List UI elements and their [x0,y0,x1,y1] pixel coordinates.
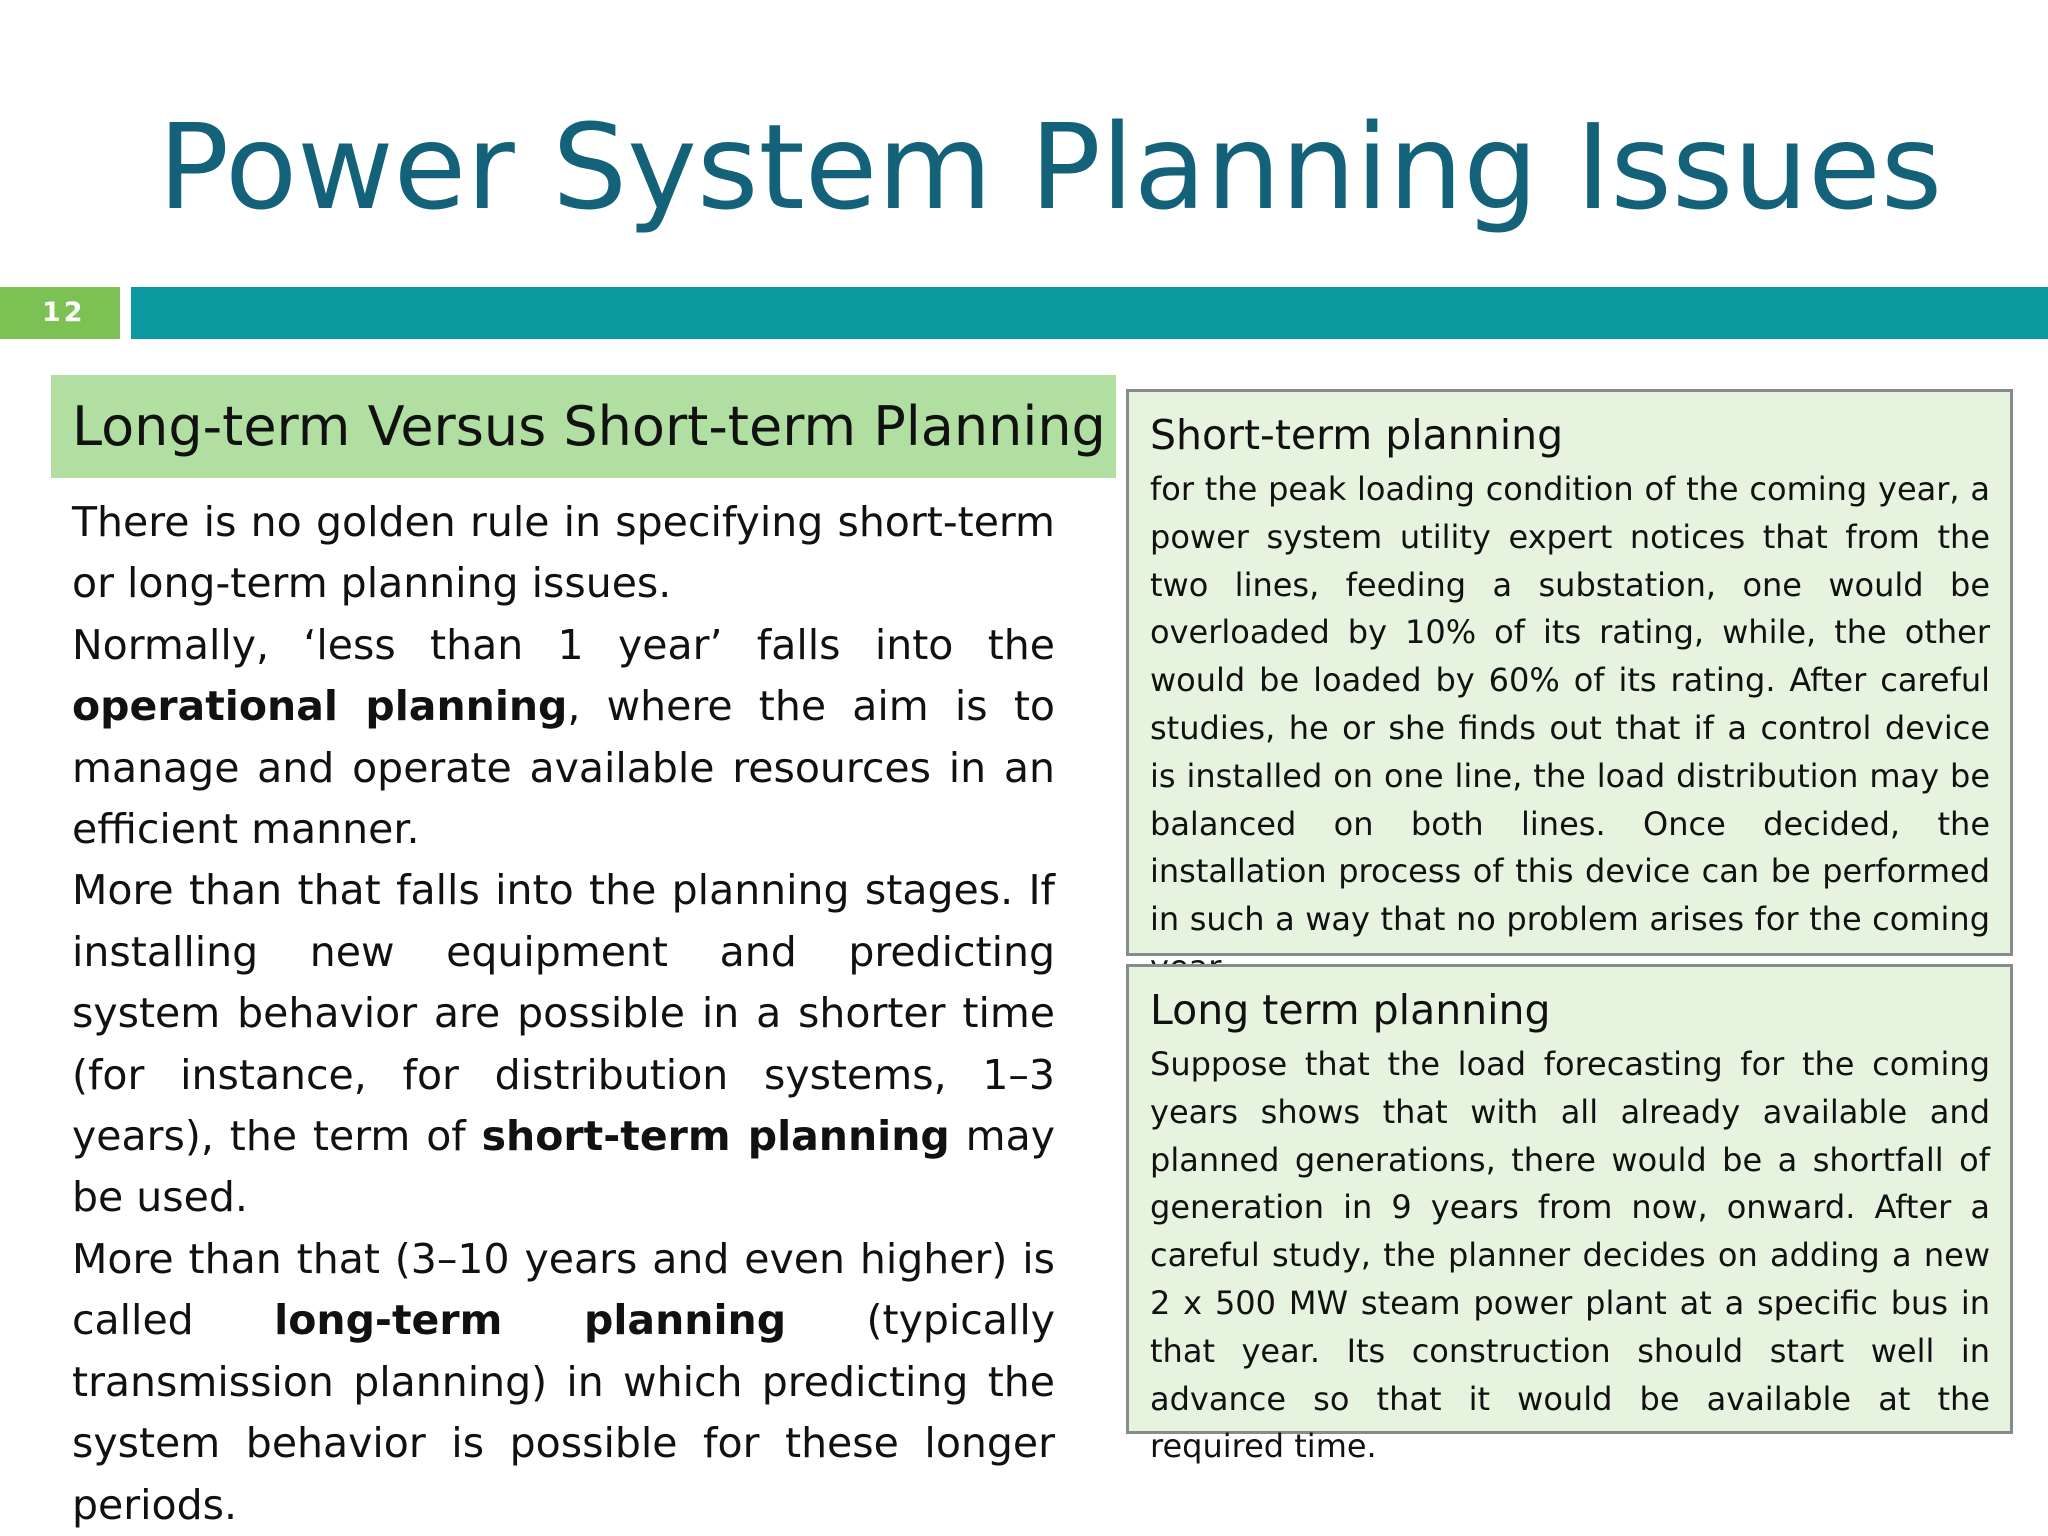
paragraph-short-term-planning [72,860,1055,1228]
term-short-term-planning: short-term planning [481,1112,950,1161]
text-run: may be used. [72,1112,1055,1222]
text-run: , where the aim is to manage and operate available resources in an efficient manner. [72,682,1055,854]
short-term-box-title: Short-term planning [1150,411,1564,459]
slide-title: Power System Planning Issues [158,98,1943,236]
slide-number: 12 [0,287,120,339]
paragraph-golden-rule: There is no golden rule in specifying short-term or long-term planning issues. [72,498,1055,608]
paragraph-long-term-planning [72,1229,1055,1536]
text-run: More than that falls into the planning stages. If installing new equipment and predicting system behavior are possible in a shorter time (for instance, for distribution systems, 1–3 years), the term of [72,866,1055,1161]
paragraph-operational-planning [72,615,1055,861]
short-term-example-box [1126,389,2013,956]
section-heading: Long-term Versus Short-term Planning [51,375,1116,478]
term-operational-planning: operational planning [72,682,568,731]
long-term-example-box [1126,964,2013,1466]
long-term-box-text: Suppose that the load forecasting for the coming years shows that with all already available and planned generations, there would be a shortfall of generation in 9 years from now, onward. After a careful study, the planner decides on adding a new 2 x 500 MW steam power plant at a specific bus in that year. Its construction should start well in advance so that it would be available at the required time. [1150,1045,1990,1466]
title-divider-band [131,287,2048,339]
text-run: Normally, ‘less than 1 year’ falls into the [72,620,1055,669]
text-run: More than that (3–10 years and even higher) is called [72,1234,1055,1345]
term-long-term-planning: long-term planning [274,1296,787,1345]
text-run: (typically transmission planning) in which predicting the system behavior is possible for these longer periods. [72,1296,1055,1529]
long-term-box-title: Long term planning [1150,986,1551,1034]
main-body-text [72,492,1055,1536]
short-term-box-text: for the peak loading condition of the coming year, a power system utility expert notices that from the two lines, feeding a substation, one would be overloaded by 10% of its rating, while, the other would be loaded by 60% of its rating. After careful studies, he or she finds out that if a control device is installed on one line, the load distribution may be balanced on both lines. Once decided, the installation process of this device can be performed in such a way that no problem arises for the coming [1150,470,1990,939]
